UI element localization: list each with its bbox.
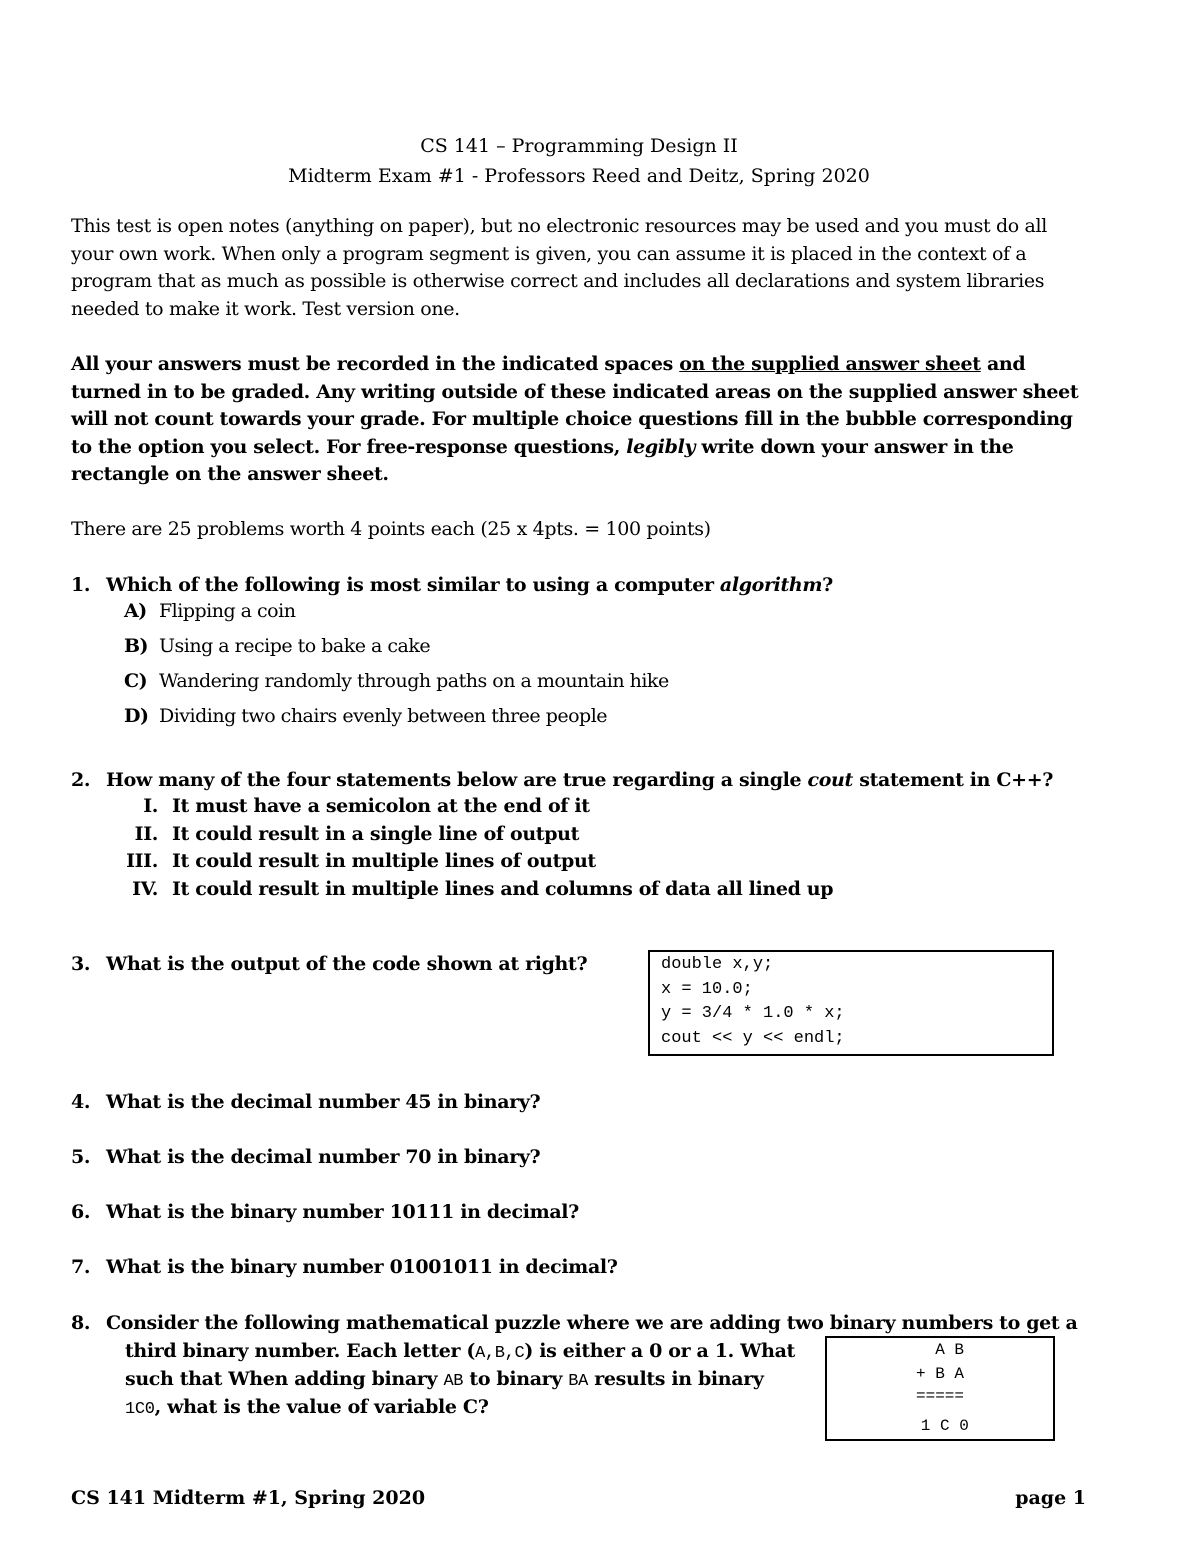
question-italic: cout bbox=[807, 769, 853, 791]
q8-code: 1C0 bbox=[125, 1400, 155, 1419]
question-number: 4. bbox=[71, 1091, 91, 1113]
question-number: 6. bbox=[71, 1201, 91, 1223]
option-text: Flipping a coin bbox=[159, 600, 296, 622]
question-8 bbox=[71, 1309, 1078, 1337]
question-4 bbox=[71, 1088, 540, 1116]
question-6 bbox=[71, 1198, 579, 1226]
code-line-4: cout << y << endl; bbox=[661, 1028, 845, 1048]
option-text: Dividing two chairs evenly between three people bbox=[159, 705, 608, 727]
q1-option-c bbox=[124, 664, 669, 699]
instructions-underline: on the supplied answer sheet bbox=[679, 353, 981, 375]
question-text-end: ? bbox=[822, 574, 833, 596]
question-text: What is the decimal number 45 in binary? bbox=[106, 1091, 541, 1113]
instructions-part3: write down your answer in the rectangle on the answer sheet. bbox=[71, 435, 1014, 485]
puzzle-line-2: + B A bbox=[915, 1365, 964, 1383]
question-5 bbox=[71, 1143, 540, 1171]
q2-statement-3 bbox=[120, 848, 596, 876]
roman-numeral: II. bbox=[134, 823, 158, 845]
question-text: Which of the following is most similar to using a computer bbox=[106, 574, 720, 596]
statement-text: It must have a semicolon at the end of it bbox=[172, 795, 590, 817]
instructions-part2: and turned in to be graded. Any writing outside of these indicated areas on the supplied answer sheet will not count towards your grade. For multiple choice questions fill in the bubble corresponding to the option you select. For free-response questions, bbox=[71, 353, 1079, 458]
question-text: What is the binary number 10111 in decimal? bbox=[106, 1201, 579, 1223]
q8-text: to binary bbox=[463, 1368, 569, 1390]
q8-line-4 bbox=[125, 1393, 489, 1424]
q8-code: BA bbox=[568, 1372, 588, 1391]
exam-title: Midterm Exam #1 - Professors Reed and Deitz, Spring 2020 bbox=[288, 165, 870, 187]
q2-statement-4 bbox=[120, 876, 833, 904]
roman-numeral: III. bbox=[126, 850, 158, 872]
binary-puzzle-box bbox=[825, 1336, 1055, 1441]
question-italic: algorithm bbox=[719, 574, 823, 596]
question-number: 7. bbox=[71, 1256, 91, 1278]
roman-numeral: IV. bbox=[132, 878, 158, 900]
code-line-1: double x,y; bbox=[661, 955, 774, 974]
q8-line-3 bbox=[125, 1365, 764, 1396]
q8-line-2 bbox=[125, 1337, 795, 1368]
puzzle-line-3: ===== bbox=[915, 1387, 964, 1405]
option-text: Wandering randomly through paths on a mountain hike bbox=[159, 670, 669, 692]
q8-text: such that When adding binary bbox=[125, 1368, 444, 1390]
option-letter: B) bbox=[124, 635, 149, 657]
instructions-italic: legibly bbox=[626, 435, 696, 458]
question-number: 8. bbox=[71, 1312, 91, 1334]
question-number: 3. bbox=[71, 953, 91, 975]
question-3 bbox=[71, 950, 587, 978]
course-title: CS 141 – Programming Design II bbox=[420, 135, 738, 157]
q8-code: A,B,C bbox=[475, 1344, 525, 1363]
statement-text: It could result in multiple lines and columns of data all lined up bbox=[172, 878, 834, 900]
q8-text: results in binary bbox=[588, 1368, 764, 1390]
question-text: How many of the four statements below are true regarding a single bbox=[106, 769, 808, 791]
question-text-line-1: Consider the following mathematical puzzle where we are adding two binary numbers to get a bbox=[106, 1312, 1078, 1334]
question-2 bbox=[71, 766, 1053, 794]
q1-option-a bbox=[124, 594, 295, 629]
page-number: page 1 bbox=[1015, 1487, 1086, 1509]
question-text: What is the decimal number 70 in binary? bbox=[106, 1146, 541, 1168]
question-number: 5. bbox=[71, 1146, 91, 1168]
option-letter: A) bbox=[124, 600, 147, 622]
question-text-end: statement in C++? bbox=[852, 769, 1054, 791]
roman-numeral: I. bbox=[143, 795, 158, 817]
q8-text: third binary number. Each letter ( bbox=[125, 1340, 476, 1362]
code-line-3: y = 3/4 * 1.0 * x; bbox=[661, 1004, 845, 1023]
q2-statement-2 bbox=[120, 821, 579, 849]
q2-statement-1 bbox=[120, 793, 590, 821]
statement-text: It could result in multiple lines of output bbox=[172, 850, 596, 872]
footer-left: CS 141 Midterm #1, Spring 2020 bbox=[71, 1487, 426, 1509]
points-statement: There are 25 problems worth 4 points each (25 x 4pts. = 100 points) bbox=[71, 518, 711, 540]
question-text: What is the binary number 01001011 in decimal? bbox=[106, 1256, 618, 1278]
puzzle-line-4: 1 C 0 bbox=[911, 1417, 969, 1435]
intro-paragraph bbox=[71, 213, 1081, 323]
q1-option-d bbox=[124, 699, 607, 734]
answer-instructions bbox=[71, 351, 1081, 489]
question-number: 2. bbox=[71, 769, 91, 791]
statement-text: It could result in a single line of output bbox=[172, 823, 580, 845]
option-letter: D) bbox=[124, 705, 149, 727]
code-line-2: x = 10.0; bbox=[661, 979, 753, 999]
q8-code: AB bbox=[443, 1372, 464, 1391]
question-7 bbox=[71, 1253, 618, 1281]
code-snippet-box bbox=[648, 950, 1054, 1056]
question-text: What is the output of the code shown at right? bbox=[106, 953, 588, 975]
q8-text: , what is the value of variable C? bbox=[154, 1396, 489, 1418]
puzzle-line-1: A B bbox=[915, 1341, 964, 1359]
q8-text: ) is either a 0 or a 1. What bbox=[524, 1340, 795, 1362]
intro-text: This test is open notes (anything on paper), but no electronic resources may be used and you must do all your own work. When only a program segment is given, you can assume it is placed in the context of a program that as much as possible is otherwise correct and includes all declarations and system libraries needed to make it work. Test version one. bbox=[71, 215, 1047, 320]
question-number: 1. bbox=[71, 574, 91, 596]
option-letter: C) bbox=[124, 670, 148, 692]
q1-option-b bbox=[124, 629, 430, 664]
instructions-part1: All your answers must be recorded in the indicated spaces bbox=[71, 353, 680, 375]
option-text: Using a recipe to bake a cake bbox=[159, 635, 431, 657]
